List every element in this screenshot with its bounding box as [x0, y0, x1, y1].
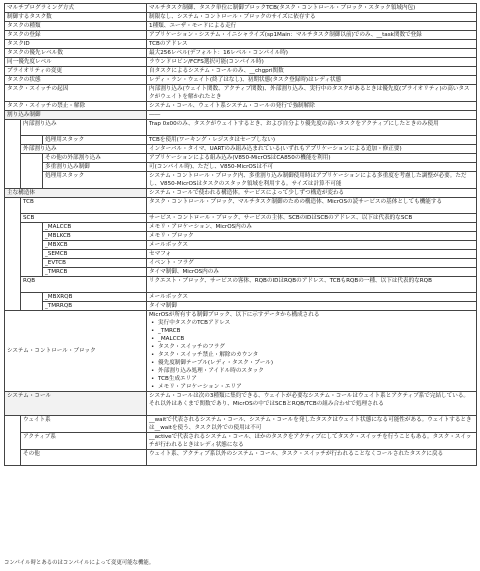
indent-cell	[21, 136, 43, 145]
spec-table	[4, 3, 477, 466]
row-label: タスクの登録	[5, 31, 147, 40]
row-value	[147, 392, 477, 416]
row-label: 処理用スタック	[43, 136, 147, 145]
list-item: • _TMRCB	[158, 327, 474, 335]
row-label: マルチプログラミング方式	[5, 4, 147, 13]
row-label: 同一優先度レベル	[5, 58, 147, 67]
row-label: SCB	[21, 214, 147, 223]
row-value-text: イベント・フラグ	[149, 260, 194, 266]
list-item: • タスク・スイッチ禁止・解除のカウンタ	[158, 351, 474, 359]
table-row	[5, 259, 477, 268]
row-value-text: 制限なし、システム・コントロール・ブロックのサイズに依存する	[149, 14, 316, 20]
row-value-text: TCBのアドレス	[149, 41, 188, 47]
row-value	[147, 67, 477, 76]
row-value-text: システム・コールは次の3種類に集約できる、ウェイトが必要なシステム・コールはウェイト系とアクティブ系で完結している。それ以外はあくまで関数であり、MicrOSの中ではSCBとRQB/TCBの組み合わせで処理される	[149, 393, 470, 407]
table-row	[5, 416, 477, 433]
row-label: タスク・スイッチの起因	[5, 85, 147, 102]
table-row	[5, 450, 477, 466]
row-value-text: MicrOSが所有する制御ブロック、以下に示すデータから構成される	[149, 312, 320, 318]
table-row	[5, 136, 477, 145]
row-label: 多重割り込み制御	[43, 163, 147, 172]
row-value-text: タイマ制御	[149, 303, 177, 309]
row-value-text: メモリ・ブロック	[149, 233, 194, 239]
table-row	[5, 102, 477, 111]
row-label: _MALCCB	[43, 223, 147, 232]
row-value	[147, 172, 477, 189]
table-row	[5, 189, 477, 198]
list-item: • _MALCCB	[158, 335, 474, 343]
table-row	[5, 49, 477, 58]
row-label: プライオリティの変更	[5, 67, 147, 76]
row-value-text: 可(コンパイル時)、ただし、V850-MicrOSは不可	[149, 164, 274, 170]
row-value	[147, 163, 477, 172]
row-value	[147, 311, 477, 392]
table-row	[5, 40, 477, 49]
table-row	[5, 277, 477, 293]
row-value-text: メールボックス	[149, 294, 189, 300]
row-value-text: マルチタスク制御、タスク単位に制御ブロックTCB(タスク・コントロール・ブロック・スタック領域内包)	[149, 5, 416, 11]
row-value	[147, 85, 477, 102]
indent-cell	[21, 293, 43, 311]
table-row	[5, 250, 477, 259]
row-value	[147, 214, 477, 223]
footnote: コンパイル時とあるのはコンパイルによって変更可能な機能。	[4, 560, 155, 566]
row-label: タスクID	[5, 40, 147, 49]
row-value	[147, 40, 477, 49]
row-label: ウェイト系	[21, 416, 147, 433]
row-value-text: サービス・コントロール・ブロック、サービスの主体、SCBのIDはSCBのアドレス、以下は代表的なSCB	[149, 215, 413, 221]
row-label: システム・コール	[5, 392, 147, 416]
indent-cell	[5, 416, 21, 466]
table-row	[5, 145, 477, 154]
indent-cell	[5, 120, 21, 189]
row-value	[147, 102, 477, 111]
table-row	[5, 67, 477, 76]
table-row	[5, 4, 477, 13]
row-label: アクティブ系	[21, 433, 147, 450]
row-value	[147, 31, 477, 40]
row-label: 主な構造体	[5, 189, 147, 198]
row-value-text: システム・コントロール・ブロック内、多重割り込み制御使用時はアプリケーションによる多重度を考慮した調整が必要。ただし、V850-MicrOSはタスクのスタック領域を利用する。サイズは計算不可能	[149, 173, 467, 187]
table-row	[5, 241, 477, 250]
table-row	[5, 392, 477, 416]
row-value-text: メールボックス	[149, 242, 189, 248]
row-value-text: ――	[149, 112, 161, 118]
row-value-text: Trap 0x00のみ、タスクがウェイトするとき、および自分より優先度の高いタスクをアクティブにしたときのみ使用	[149, 121, 439, 127]
indent-cell	[5, 198, 21, 311]
table-row	[5, 268, 477, 277]
row-value	[147, 120, 477, 136]
row-value	[147, 250, 477, 259]
row-value-text: インターバル・タイマ、UARTのみ組み込まれている(いずれもアプリケーションによる追加・修正要)	[149, 146, 402, 152]
row-label: 処理用スタック	[43, 172, 147, 189]
row-value	[147, 433, 477, 450]
table-row	[5, 76, 477, 85]
row-value-text: メモリ・アロケーション、MicrOS内のみ	[149, 224, 252, 230]
row-value-text: 自タスクによるシステム・コールのみ、__chgpri関数	[149, 68, 284, 74]
indent-cell	[21, 154, 43, 189]
row-value-text: アプリケーション・システム・イニシャライズ(sp1Main：マルチタスク制御以前)でのみ、__task関数で登録	[149, 32, 422, 38]
row-label: _SEMCB	[43, 250, 147, 259]
table-row	[5, 163, 477, 172]
list-item: • 優先度制御テーブル(レディ・タスク・プール)	[158, 359, 474, 367]
row-label: その他	[21, 450, 147, 466]
row-label: 制御するタスク数	[5, 13, 147, 22]
spec-table-body	[5, 4, 477, 466]
row-value	[147, 268, 477, 277]
row-value	[147, 145, 477, 154]
list-item: • タスク・スイッチのフラグ	[158, 343, 474, 351]
row-value	[147, 13, 477, 22]
table-row	[5, 31, 477, 40]
row-label: TCB	[21, 198, 147, 214]
row-label: システム・コントロール・ブロック	[5, 311, 147, 392]
row-value-text: 最大256レベル(デフォルト：16レベル・コンパイル時)	[149, 50, 288, 56]
row-value	[147, 49, 477, 58]
table-row	[5, 214, 477, 223]
row-value-text: ウェイト系、アクティブ系以外のシステム・コール、タスク・スイッチが行われることなくコールされたタスクに戻る	[149, 451, 444, 457]
row-value	[147, 58, 477, 67]
table-row	[5, 302, 477, 311]
row-label: _TMRRQB	[43, 302, 147, 311]
table-row	[5, 22, 477, 31]
row-value	[147, 76, 477, 85]
table-row	[5, 111, 477, 120]
row-value	[147, 302, 477, 311]
row-label: _EVTCB	[43, 259, 147, 268]
table-row	[5, 13, 477, 22]
row-label: _MBXCB	[43, 241, 147, 250]
list-item: • 外部割り込み処理・アイドル時のスタック	[158, 367, 474, 375]
row-value-text: リクエスト・ブロック、サービスの客体、RQBのIDはRQBのアドレス、TCBもRQBの一種、以下は代表的なRQB	[149, 278, 432, 284]
table-row	[5, 311, 477, 392]
list-item: • メモリ・アロケーション・エリア	[158, 383, 474, 391]
table-row	[5, 232, 477, 241]
row-label: _TMRCB	[43, 268, 147, 277]
row-label: 内部割り込み	[21, 120, 147, 136]
row-value-text: システム・コールで使われる構造体。サービスによって少しずつ構造が変わる	[149, 190, 345, 196]
row-value	[147, 241, 477, 250]
row-label: 外部割り込み	[21, 145, 147, 154]
row-label: _MBLKCB	[43, 232, 147, 241]
row-value-text: セマフォ	[149, 251, 172, 257]
table-row	[5, 172, 477, 189]
row-value-text: 1種類、ユーザ・モードによる走行	[149, 23, 237, 29]
row-value	[147, 189, 477, 198]
row-value	[147, 416, 477, 433]
table-row	[5, 58, 477, 67]
row-value-text: __waitで代表されるシステム・コール、システム・コールを発したタスクはウェイト状態になる可能性がある。ウェイトするときは__waitを使う、タスク以外での使用は不可	[149, 417, 472, 431]
row-value	[147, 293, 477, 302]
row-value-text: システム・コール、ウェイト系システム・コールの発行で強制解除	[149, 103, 315, 109]
row-value-text: TCBを使用(ワーキング・レジスタはセーブしない)	[149, 137, 276, 143]
indent-cell	[21, 223, 43, 277]
row-value	[147, 277, 477, 293]
row-label: 割り込み制御	[5, 111, 147, 120]
table-row	[5, 120, 477, 136]
row-label: タスクの優先レベル数	[5, 49, 147, 58]
table-row	[5, 85, 477, 102]
row-value-text: アプリケーションによる組み込み(V850-MicrOSはCA850の機能を利用)	[149, 155, 331, 161]
row-value	[147, 22, 477, 31]
row-value	[147, 136, 477, 145]
row-value-text: 内部割り込み(ウェイト関数、アクティブ関数)、外部割り込み、実行中のタスクがあるときは優先度(プライオリティ)の高いタスクがウェイトを解かれたとき	[149, 86, 470, 100]
row-label: タスクの状態	[5, 76, 147, 85]
row-value-text: レディ・ラン・ウェイト(終了はなし)、初期状態(タスク登録時)はレディ状態	[149, 77, 342, 83]
row-value	[147, 154, 477, 163]
row-value	[147, 232, 477, 241]
row-value-text: ラウンドロビン/FCFS選択可能(コンパイル時)	[149, 59, 264, 65]
row-value-text: タイマ制御、MicrOS内のみ	[149, 269, 219, 275]
row-label: _MBXRQB	[43, 293, 147, 302]
row-value	[147, 223, 477, 232]
row-label: タスク・スイッチの禁止・解除	[5, 102, 147, 111]
table-row	[5, 198, 477, 214]
row-label: タスクの種類	[5, 22, 147, 31]
row-value	[147, 450, 477, 466]
row-value-text: タスク・コントロール・ブロック、マルチタスク制御のための構造体、MicrOSの読サービスの基体としても機能する	[149, 199, 443, 205]
table-row	[5, 223, 477, 232]
row-value	[147, 111, 477, 120]
list-item: • 実行中タスクのTCBアドレス	[158, 319, 474, 327]
row-value	[147, 4, 477, 13]
table-row	[5, 154, 477, 163]
row-label: RQB	[21, 277, 147, 293]
row-value-text: __activeで代表されるシステム・コール、ほかのタスクをアクティブにしてタスク・スイッチを行うこともある。タスク・スイッチが行われるときはレディ状態になる	[149, 434, 472, 448]
row-label: その他の外部割り込み	[43, 154, 147, 163]
component-list	[149, 319, 474, 391]
table-row	[5, 433, 477, 450]
table-row	[5, 293, 477, 302]
list-item: • TCB生成エリア	[158, 375, 474, 383]
row-value	[147, 198, 477, 214]
row-value	[147, 259, 477, 268]
